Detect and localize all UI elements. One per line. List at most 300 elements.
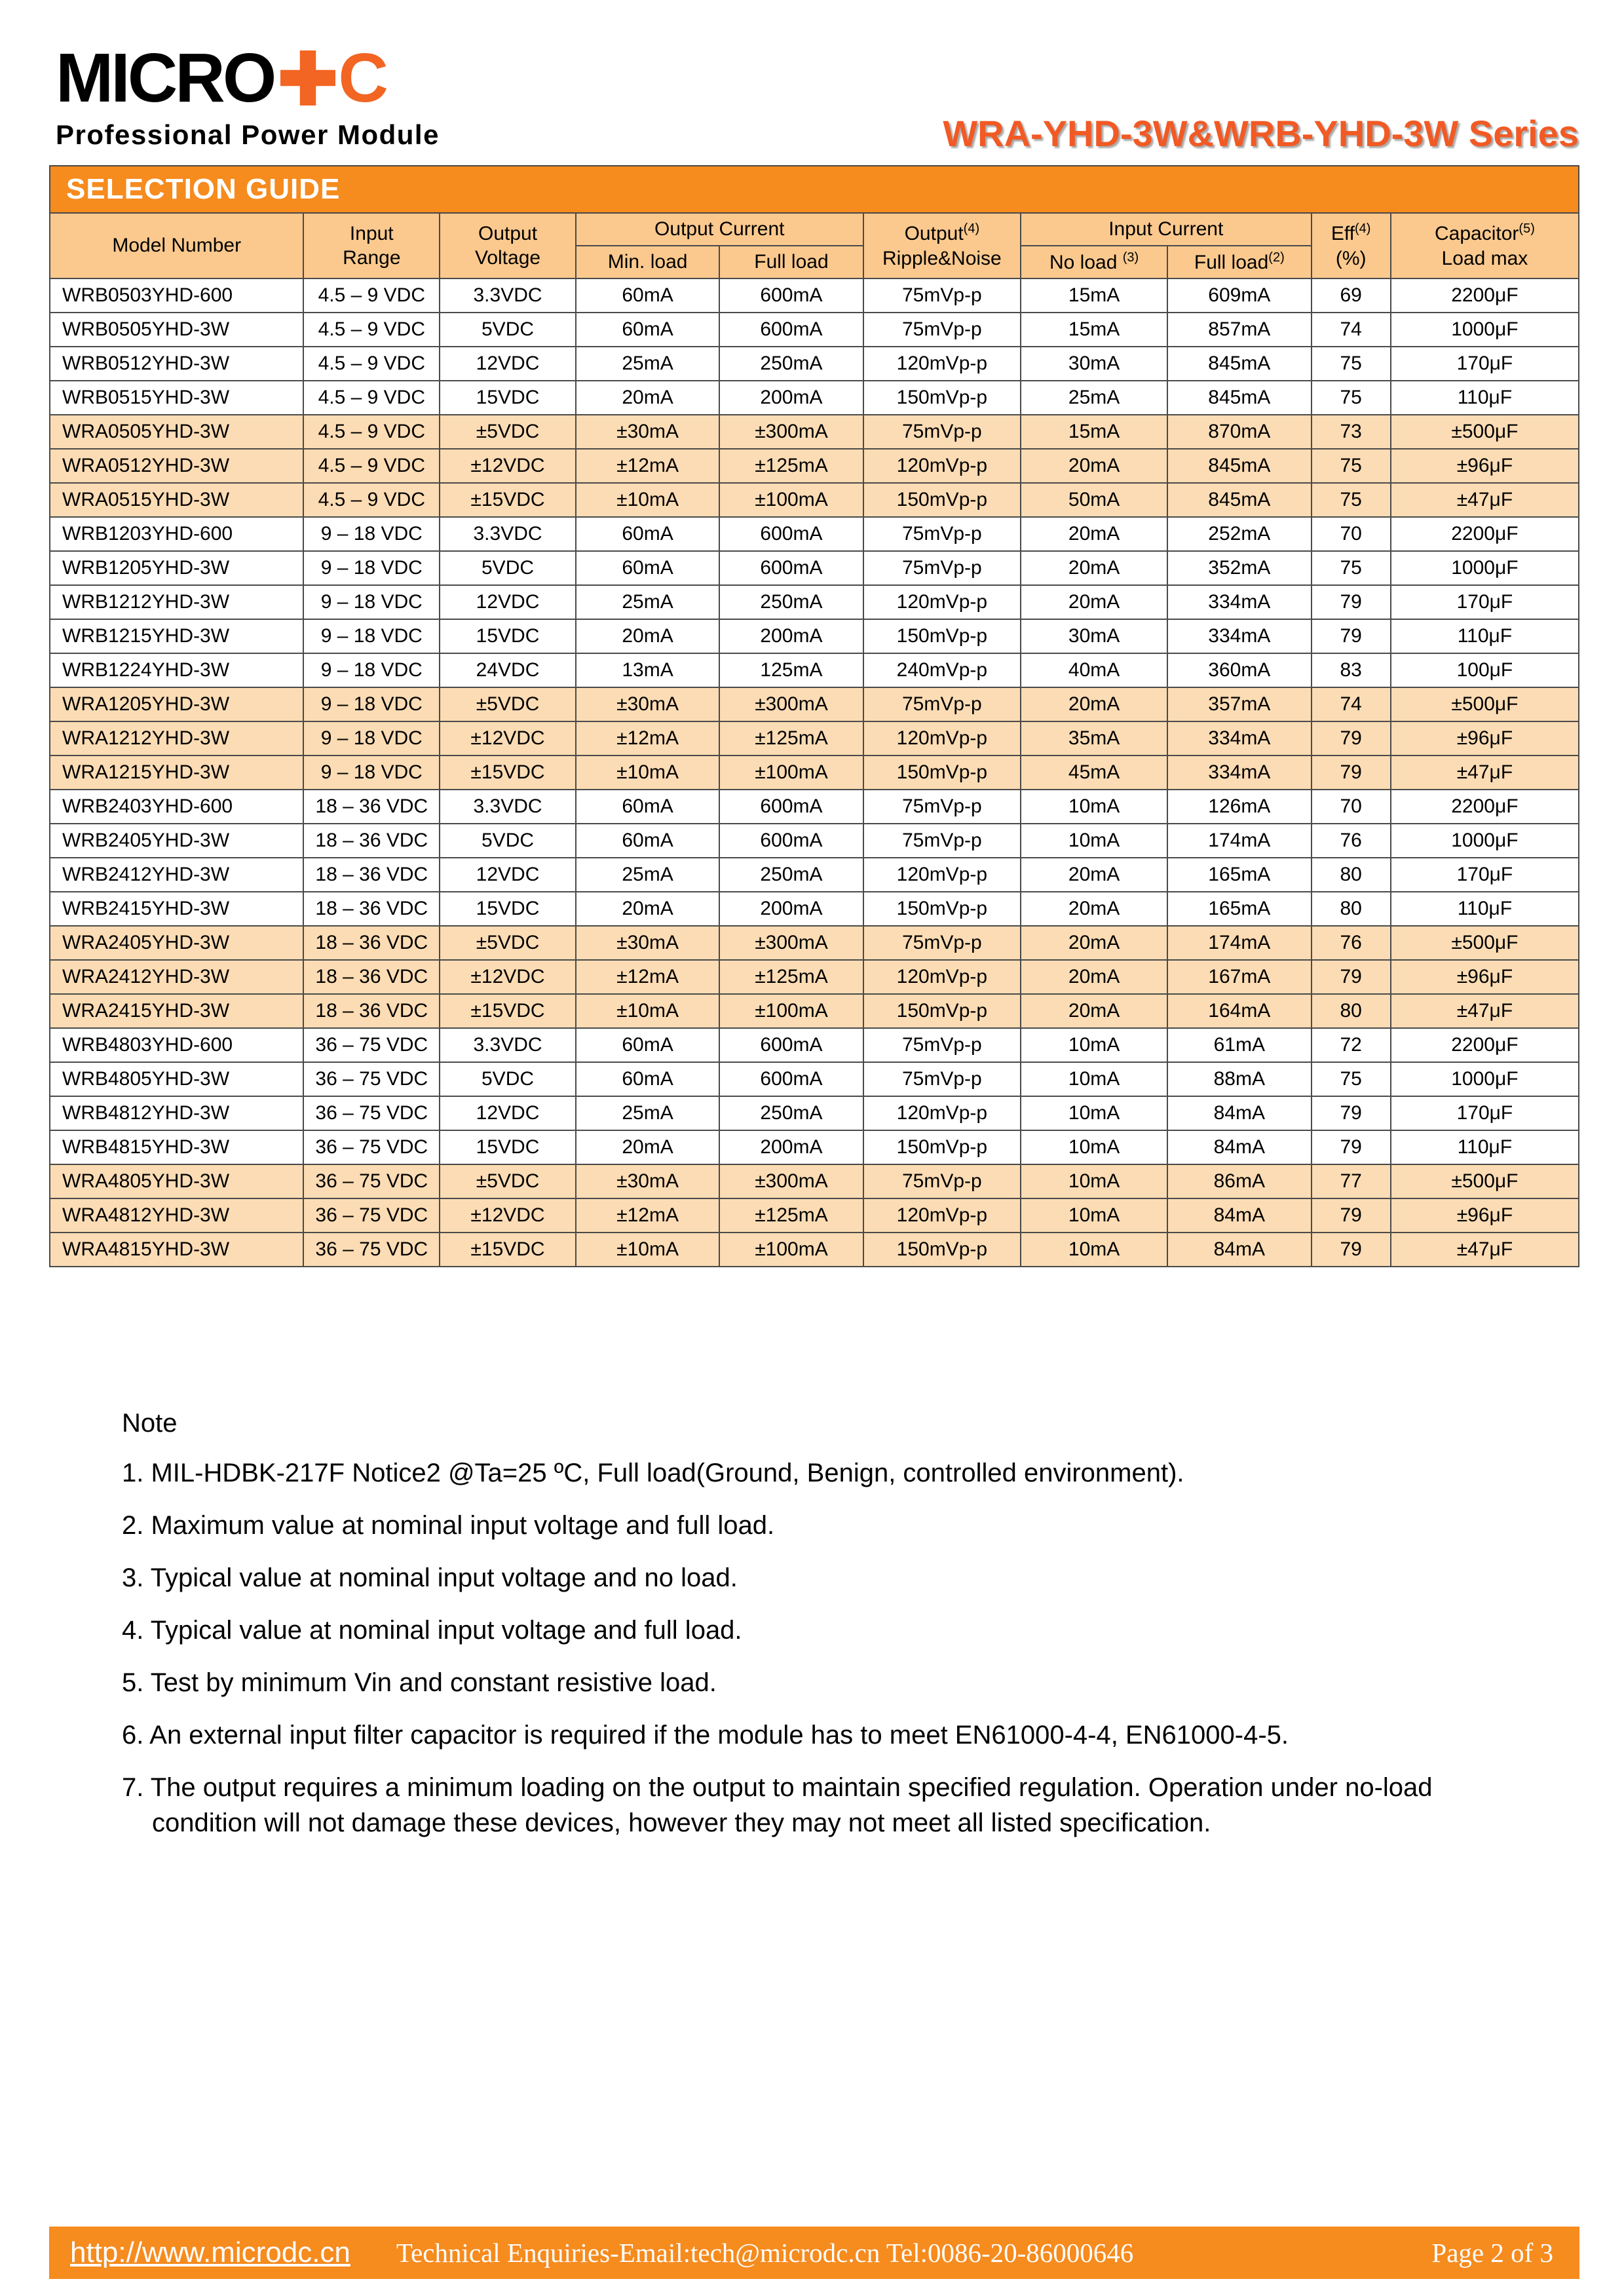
cell-capacitor: 1000μF: [1391, 551, 1579, 585]
cell-output-voltage: ±5VDC: [440, 687, 576, 721]
table-row: [50, 790, 1579, 824]
cell-min-load: ±10mA: [576, 756, 719, 790]
cell-full-load: 600mA: [719, 278, 863, 313]
cell-full-load-2: 352mA: [1167, 551, 1311, 585]
cell-full-load-2: 360mA: [1167, 653, 1311, 687]
table-row: [50, 1028, 1579, 1062]
col-header-cap-label: Capacitor: [1435, 223, 1519, 244]
col-header-full-load: Full load: [719, 246, 863, 278]
cell-ripple: 150mVp-p: [863, 994, 1021, 1028]
table-row: [50, 653, 1579, 687]
cell-capacitor: 2200μF: [1391, 1028, 1579, 1062]
cell-model: WRB2412YHD-3W: [50, 858, 303, 892]
cell-ripple: 120mVp-p: [863, 1096, 1021, 1130]
cell-model: WRB0505YHD-3W: [50, 313, 303, 347]
cell-full-load: 200mA: [719, 619, 863, 653]
cell-no-load: 10mA: [1021, 790, 1167, 824]
cell-full-load: ±125mA: [719, 449, 863, 483]
cell-output-voltage: ±5VDC: [440, 1164, 576, 1198]
cell-eff: 79: [1312, 585, 1391, 619]
cell-full-load-2: 845mA: [1167, 381, 1311, 415]
cell-ripple: 75mVp-p: [863, 790, 1021, 824]
cell-ripple: 150mVp-p: [863, 1130, 1021, 1164]
cell-no-load: 15mA: [1021, 313, 1167, 347]
cell-ripple: 75mVp-p: [863, 1164, 1021, 1198]
cell-full-load: 600mA: [719, 1028, 863, 1062]
cell-output-voltage: 5VDC: [440, 824, 576, 858]
cell-model: WRA1205YHD-3W: [50, 687, 303, 721]
col-header-full-load-2-label: Full load: [1194, 251, 1269, 273]
col-header-output-label: Output: [904, 223, 964, 244]
cell-min-load: ±30mA: [576, 687, 719, 721]
col-header-no-load-label: No load: [1049, 251, 1123, 273]
cell-min-load: 60mA: [576, 278, 719, 313]
cell-model: WRB1205YHD-3W: [50, 551, 303, 585]
cell-full-load-2: 845mA: [1167, 449, 1311, 483]
table-row: [50, 1096, 1579, 1130]
col-header-input-line2: Range: [343, 247, 401, 269]
cell-full-load: 250mA: [719, 1096, 863, 1130]
cell-ripple: 120mVp-p: [863, 721, 1021, 756]
cell-eff: 75: [1312, 551, 1391, 585]
table-row: [50, 619, 1579, 653]
cell-input-range: 9 – 18 VDC: [303, 756, 440, 790]
cell-full-load: 600mA: [719, 551, 863, 585]
cell-model: WRA1212YHD-3W: [50, 721, 303, 756]
cell-input-range: 9 – 18 VDC: [303, 551, 440, 585]
cell-model: WRB0515YHD-3W: [50, 381, 303, 415]
cell-output-voltage: 15VDC: [440, 1130, 576, 1164]
table-row: [50, 892, 1579, 926]
cell-capacitor: 1000μF: [1391, 824, 1579, 858]
note-item: 6. An external input filter capacitor is required if the module has to meet EN61000-4-4, EN61000-4-5.: [122, 1721, 1289, 1750]
cell-input-range: 4.5 – 9 VDC: [303, 483, 440, 517]
cell-full-load-2: 165mA: [1167, 858, 1311, 892]
cell-ripple: 120mVp-p: [863, 1198, 1021, 1233]
cell-eff: 75: [1312, 449, 1391, 483]
cell-ripple: 150mVp-p: [863, 619, 1021, 653]
cell-capacitor: ±47μF: [1391, 483, 1579, 517]
cell-min-load: 20mA: [576, 381, 719, 415]
cell-full-load-2: 165mA: [1167, 892, 1311, 926]
cell-model: WRA4815YHD-3W: [50, 1233, 303, 1267]
cell-ripple: 75mVp-p: [863, 1028, 1021, 1062]
cell-ripple: 120mVp-p: [863, 449, 1021, 483]
cell-full-load-2: 334mA: [1167, 619, 1311, 653]
cell-no-load: 20mA: [1021, 517, 1167, 551]
col-header-eff-unit: (%): [1335, 247, 1367, 269]
cell-full-load-2: 334mA: [1167, 756, 1311, 790]
cell-no-load: 40mA: [1021, 653, 1167, 687]
cell-model: WRB1212YHD-3W: [50, 585, 303, 619]
cell-eff: 79: [1312, 721, 1391, 756]
cell-full-load: 600mA: [719, 517, 863, 551]
cell-full-load: 600mA: [719, 790, 863, 824]
cell-ripple: 75mVp-p: [863, 278, 1021, 313]
cell-full-load-2: 870mA: [1167, 415, 1311, 449]
cell-capacitor: ±47μF: [1391, 994, 1579, 1028]
note-item: 3. Typical value at nominal input voltage and no load.: [122, 1563, 738, 1592]
cell-no-load: 10mA: [1021, 1233, 1167, 1267]
cell-output-voltage: 24VDC: [440, 653, 576, 687]
cell-input-range: 36 – 75 VDC: [303, 1130, 440, 1164]
col-header-capacitor: [1391, 213, 1579, 278]
cell-output-voltage: 5VDC: [440, 1062, 576, 1096]
cell-min-load: ±12mA: [576, 960, 719, 994]
cell-capacitor: 110μF: [1391, 892, 1579, 926]
cell-min-load: 60mA: [576, 790, 719, 824]
cell-full-load: 250mA: [719, 858, 863, 892]
cell-capacitor: 1000μF: [1391, 313, 1579, 347]
cell-capacitor: 170μF: [1391, 585, 1579, 619]
notes-title: Note: [122, 1409, 178, 1438]
col-header-full-load-2: [1167, 246, 1311, 278]
table-row: [50, 1233, 1579, 1267]
cell-eff: 69: [1312, 278, 1391, 313]
cell-input-range: 9 – 18 VDC: [303, 721, 440, 756]
cell-full-load: 600mA: [719, 1062, 863, 1096]
cell-input-range: 18 – 36 VDC: [303, 892, 440, 926]
col-header-ripple: [863, 213, 1021, 278]
col-header-voltage-line2: Voltage: [474, 247, 541, 269]
brand-subtitle: Professional Power Module: [56, 119, 440, 150]
cell-no-load: 20mA: [1021, 960, 1167, 994]
cell-full-load: ±125mA: [719, 721, 863, 756]
cell-output-voltage: ±15VDC: [440, 1233, 576, 1267]
table-row: [50, 858, 1579, 892]
cell-no-load: 10mA: [1021, 1096, 1167, 1130]
cell-model: WRB4812YHD-3W: [50, 1096, 303, 1130]
cell-capacitor: 110μF: [1391, 1130, 1579, 1164]
cell-input-range: 36 – 75 VDC: [303, 1096, 440, 1130]
cell-no-load: 20mA: [1021, 449, 1167, 483]
cell-output-voltage: 12VDC: [440, 585, 576, 619]
table-row: [50, 278, 1579, 313]
cell-input-range: 36 – 75 VDC: [303, 1164, 440, 1198]
cell-no-load: 25mA: [1021, 381, 1167, 415]
cell-full-load: ±125mA: [719, 960, 863, 994]
cell-full-load: 200mA: [719, 381, 863, 415]
cell-output-voltage: ±15VDC: [440, 483, 576, 517]
cell-input-range: 18 – 36 VDC: [303, 960, 440, 994]
cell-no-load: 10mA: [1021, 1028, 1167, 1062]
brand-logo: [56, 39, 1579, 117]
table-row: [50, 551, 1579, 585]
cell-eff: 80: [1312, 994, 1391, 1028]
cell-full-load: ±300mA: [719, 687, 863, 721]
note-item: 2. Maximum value at nominal input voltage and full load.: [122, 1511, 775, 1540]
cell-min-load: 60mA: [576, 551, 719, 585]
table-row: [50, 926, 1579, 960]
cell-eff: 83: [1312, 653, 1391, 687]
cell-input-range: 18 – 36 VDC: [303, 824, 440, 858]
cell-model: WRB4815YHD-3W: [50, 1130, 303, 1164]
cell-eff: 79: [1312, 1130, 1391, 1164]
col-header-output-current: Output Current: [576, 213, 863, 246]
cell-input-range: 9 – 18 VDC: [303, 517, 440, 551]
cell-output-voltage: ±12VDC: [440, 1198, 576, 1233]
cell-ripple: 75mVp-p: [863, 824, 1021, 858]
cell-eff: 79: [1312, 1233, 1391, 1267]
cell-capacitor: ±96μF: [1391, 449, 1579, 483]
cell-model: WRB2403YHD-600: [50, 790, 303, 824]
table-row: [50, 1198, 1579, 1233]
cell-input-range: 18 – 36 VDC: [303, 858, 440, 892]
cell-ripple: 75mVp-p: [863, 926, 1021, 960]
cell-output-voltage: 15VDC: [440, 892, 576, 926]
table-row: [50, 449, 1579, 483]
cell-no-load: 45mA: [1021, 756, 1167, 790]
cell-eff: 79: [1312, 619, 1391, 653]
cell-capacitor: 2200μF: [1391, 790, 1579, 824]
cell-min-load: 20mA: [576, 619, 719, 653]
cell-model: WRB4805YHD-3W: [50, 1062, 303, 1096]
cell-min-load: 20mA: [576, 1130, 719, 1164]
cell-ripple: 120mVp-p: [863, 858, 1021, 892]
cell-eff: 70: [1312, 790, 1391, 824]
cell-input-range: 4.5 – 9 VDC: [303, 449, 440, 483]
cell-input-range: 18 – 36 VDC: [303, 790, 440, 824]
cell-min-load: ±30mA: [576, 415, 719, 449]
cell-capacitor: 1000μF: [1391, 1062, 1579, 1096]
cell-full-load-2: 845mA: [1167, 347, 1311, 381]
cell-min-load: ±10mA: [576, 483, 719, 517]
cell-full-load-2: 845mA: [1167, 483, 1311, 517]
cell-ripple: 150mVp-p: [863, 756, 1021, 790]
cell-ripple: 150mVp-p: [863, 892, 1021, 926]
cell-min-load: ±10mA: [576, 994, 719, 1028]
cell-min-load: 60mA: [576, 824, 719, 858]
table-row: [50, 1062, 1579, 1096]
cell-no-load: 20mA: [1021, 585, 1167, 619]
cell-input-range: 36 – 75 VDC: [303, 1233, 440, 1267]
cell-capacitor: ±96μF: [1391, 960, 1579, 994]
cell-input-range: 9 – 18 VDC: [303, 619, 440, 653]
cell-min-load: ±12mA: [576, 1198, 719, 1233]
cell-capacitor: 170μF: [1391, 347, 1579, 381]
cell-full-load: ±100mA: [719, 1233, 863, 1267]
note-item: 7. The output requires a minimum loading on the output to maintain specified regulation. Operation under no-load condition will not damage these devices, however they may not meet all listed specification.: [122, 1773, 1433, 1837]
cell-eff: 80: [1312, 858, 1391, 892]
cell-eff: 75: [1312, 381, 1391, 415]
cell-min-load: 60mA: [576, 1028, 719, 1062]
cell-model: WRA4805YHD-3W: [50, 1164, 303, 1198]
table-row: [50, 381, 1579, 415]
col-header-eff: [1312, 213, 1391, 278]
note-item: 4. Typical value at nominal input voltage and full load.: [122, 1616, 742, 1645]
cell-model: WRA0515YHD-3W: [50, 483, 303, 517]
table-row: [50, 585, 1579, 619]
cell-no-load: 20mA: [1021, 926, 1167, 960]
cell-no-load: 10mA: [1021, 1164, 1167, 1198]
cell-no-load: 20mA: [1021, 994, 1167, 1028]
cell-model: WRB1203YHD-600: [50, 517, 303, 551]
cell-full-load: ±100mA: [719, 994, 863, 1028]
cell-ripple: 75mVp-p: [863, 1062, 1021, 1096]
logo-text: MICRO: [56, 39, 274, 117]
selection-guide: [49, 165, 1579, 1267]
cell-min-load: ±10mA: [576, 1233, 719, 1267]
plus-icon: [280, 50, 335, 105]
cell-output-voltage: ±15VDC: [440, 756, 576, 790]
note-item: 5. Test by minimum Vin and constant resistive load.: [122, 1668, 717, 1697]
no-load-superscript: (3): [1122, 250, 1139, 265]
cell-ripple: 75mVp-p: [863, 517, 1021, 551]
cell-eff: 74: [1312, 313, 1391, 347]
cell-eff: 70: [1312, 517, 1391, 551]
cell-eff: 80: [1312, 892, 1391, 926]
cell-model: WRA1215YHD-3W: [50, 756, 303, 790]
col-header-ripple-label: Ripple&Noise: [882, 247, 1002, 269]
cell-no-load: 15mA: [1021, 278, 1167, 313]
cell-eff: 79: [1312, 1096, 1391, 1130]
cell-no-load: 20mA: [1021, 858, 1167, 892]
cell-output-voltage: 3.3VDC: [440, 1028, 576, 1062]
cap-superscript: (5): [1519, 221, 1535, 236]
col-header-no-load: [1021, 246, 1167, 278]
cell-no-load: 30mA: [1021, 347, 1167, 381]
cell-ripple: 75mVp-p: [863, 415, 1021, 449]
cell-full-load: 125mA: [719, 653, 863, 687]
cell-full-load-2: 167mA: [1167, 960, 1311, 994]
cell-eff: 75: [1312, 1062, 1391, 1096]
cell-capacitor: 110μF: [1391, 381, 1579, 415]
cell-min-load: 13mA: [576, 653, 719, 687]
cell-ripple: 120mVp-p: [863, 960, 1021, 994]
cell-full-load-2: 609mA: [1167, 278, 1311, 313]
cell-capacitor: ±47μF: [1391, 1233, 1579, 1267]
page-header: [56, 39, 1579, 155]
table-row: [50, 687, 1579, 721]
col-header-input-range: [303, 213, 440, 278]
cell-full-load-2: 252mA: [1167, 517, 1311, 551]
cell-input-range: 9 – 18 VDC: [303, 653, 440, 687]
footer-page-number: Page 2 of 3: [1431, 2238, 1553, 2268]
cell-eff: 75: [1312, 483, 1391, 517]
cell-output-voltage: 12VDC: [440, 1096, 576, 1130]
col-header-input-line1: Input: [349, 222, 394, 244]
cell-model: WRA0505YHD-3W: [50, 415, 303, 449]
cell-output-voltage: 12VDC: [440, 858, 576, 892]
cell-capacitor: ±96μF: [1391, 721, 1579, 756]
cell-capacitor: ±47μF: [1391, 756, 1579, 790]
cell-model: WRA2412YHD-3W: [50, 960, 303, 994]
cell-capacitor: 110μF: [1391, 619, 1579, 653]
col-header-input-current: Input Current: [1021, 213, 1311, 246]
cell-full-load-2: 164mA: [1167, 994, 1311, 1028]
cell-min-load: 20mA: [576, 892, 719, 926]
cell-model: WRA2405YHD-3W: [50, 926, 303, 960]
cell-full-load-2: 174mA: [1167, 926, 1311, 960]
cell-no-load: 20mA: [1021, 892, 1167, 926]
cell-output-voltage: ±5VDC: [440, 926, 576, 960]
cell-capacitor: 2200μF: [1391, 278, 1579, 313]
cell-full-load-2: 84mA: [1167, 1096, 1311, 1130]
cell-no-load: 10mA: [1021, 1130, 1167, 1164]
table-row: [50, 1130, 1579, 1164]
cell-no-load: 50mA: [1021, 483, 1167, 517]
selection-table-body: [50, 278, 1579, 1267]
cell-model: WRB0503YHD-600: [50, 278, 303, 313]
cell-capacitor: 170μF: [1391, 858, 1579, 892]
cell-full-load-2: 174mA: [1167, 824, 1311, 858]
footer-url-link[interactable]: http://www.microdc.cn: [70, 2236, 350, 2268]
cell-full-load: ±100mA: [719, 756, 863, 790]
cell-output-voltage: 15VDC: [440, 381, 576, 415]
cell-ripple: 150mVp-p: [863, 483, 1021, 517]
table-row: [50, 415, 1579, 449]
cell-ripple: 120mVp-p: [863, 585, 1021, 619]
cell-no-load: 35mA: [1021, 721, 1167, 756]
cell-no-load: 10mA: [1021, 824, 1167, 858]
table-row: [50, 960, 1579, 994]
table-row: [50, 517, 1579, 551]
cell-input-range: 36 – 75 VDC: [303, 1028, 440, 1062]
cell-min-load: 60mA: [576, 517, 719, 551]
cell-capacitor: ±500μF: [1391, 1164, 1579, 1198]
cell-eff: 73: [1312, 415, 1391, 449]
cell-output-voltage: 12VDC: [440, 347, 576, 381]
cell-no-load: 20mA: [1021, 551, 1167, 585]
cell-full-load-2: 857mA: [1167, 313, 1311, 347]
cell-full-load-2: 357mA: [1167, 687, 1311, 721]
cell-no-load: 15mA: [1021, 415, 1167, 449]
cell-full-load-2: 334mA: [1167, 721, 1311, 756]
page-footer: [49, 2227, 1579, 2279]
table-row: [50, 994, 1579, 1028]
note-item: 1. MIL-HDBK-217F Notice2 @Ta=25 ºC, Full load(Ground, Benign, controlled environment).: [122, 1459, 1184, 1487]
col-header-cap-line2: Load max: [1441, 247, 1528, 269]
cell-capacitor: ±96μF: [1391, 1198, 1579, 1233]
cell-min-load: 25mA: [576, 585, 719, 619]
full-load-2-superscript: (2): [1268, 250, 1285, 265]
eff-superscript: (4): [1355, 221, 1371, 236]
logo-c: C: [338, 39, 387, 117]
cell-eff: 79: [1312, 960, 1391, 994]
cell-full-load-2: 334mA: [1167, 585, 1311, 619]
cell-output-voltage: 3.3VDC: [440, 517, 576, 551]
cell-no-load: 30mA: [1021, 619, 1167, 653]
cell-no-load: 10mA: [1021, 1062, 1167, 1096]
cell-model: WRA2415YHD-3W: [50, 994, 303, 1028]
cell-min-load: 25mA: [576, 858, 719, 892]
col-header-output-voltage: [440, 213, 576, 278]
cell-full-load: ±300mA: [719, 926, 863, 960]
cell-full-load: 200mA: [719, 1130, 863, 1164]
cell-input-range: 9 – 18 VDC: [303, 687, 440, 721]
cell-full-load: 250mA: [719, 347, 863, 381]
cell-full-load-2: 84mA: [1167, 1130, 1311, 1164]
notes-section: [122, 1409, 1524, 1858]
cell-full-load: 600mA: [719, 824, 863, 858]
cell-ripple: 150mVp-p: [863, 1233, 1021, 1267]
notes-list: [122, 1455, 1524, 1841]
cell-eff: 77: [1312, 1164, 1391, 1198]
selection-guide-title: SELECTION GUIDE: [49, 165, 1579, 212]
cell-ripple: 120mVp-p: [863, 347, 1021, 381]
col-header-model: Model Number: [50, 213, 303, 278]
cell-full-load: ±300mA: [719, 415, 863, 449]
cell-output-voltage: ±12VDC: [440, 449, 576, 483]
cell-full-load: 600mA: [719, 313, 863, 347]
cell-eff: 79: [1312, 1198, 1391, 1233]
cell-full-load: 200mA: [719, 892, 863, 926]
cell-min-load: 25mA: [576, 347, 719, 381]
cell-model: WRB1215YHD-3W: [50, 619, 303, 653]
cell-full-load: ±300mA: [719, 1164, 863, 1198]
cell-input-range: 36 – 75 VDC: [303, 1062, 440, 1096]
cell-output-voltage: ±15VDC: [440, 994, 576, 1028]
